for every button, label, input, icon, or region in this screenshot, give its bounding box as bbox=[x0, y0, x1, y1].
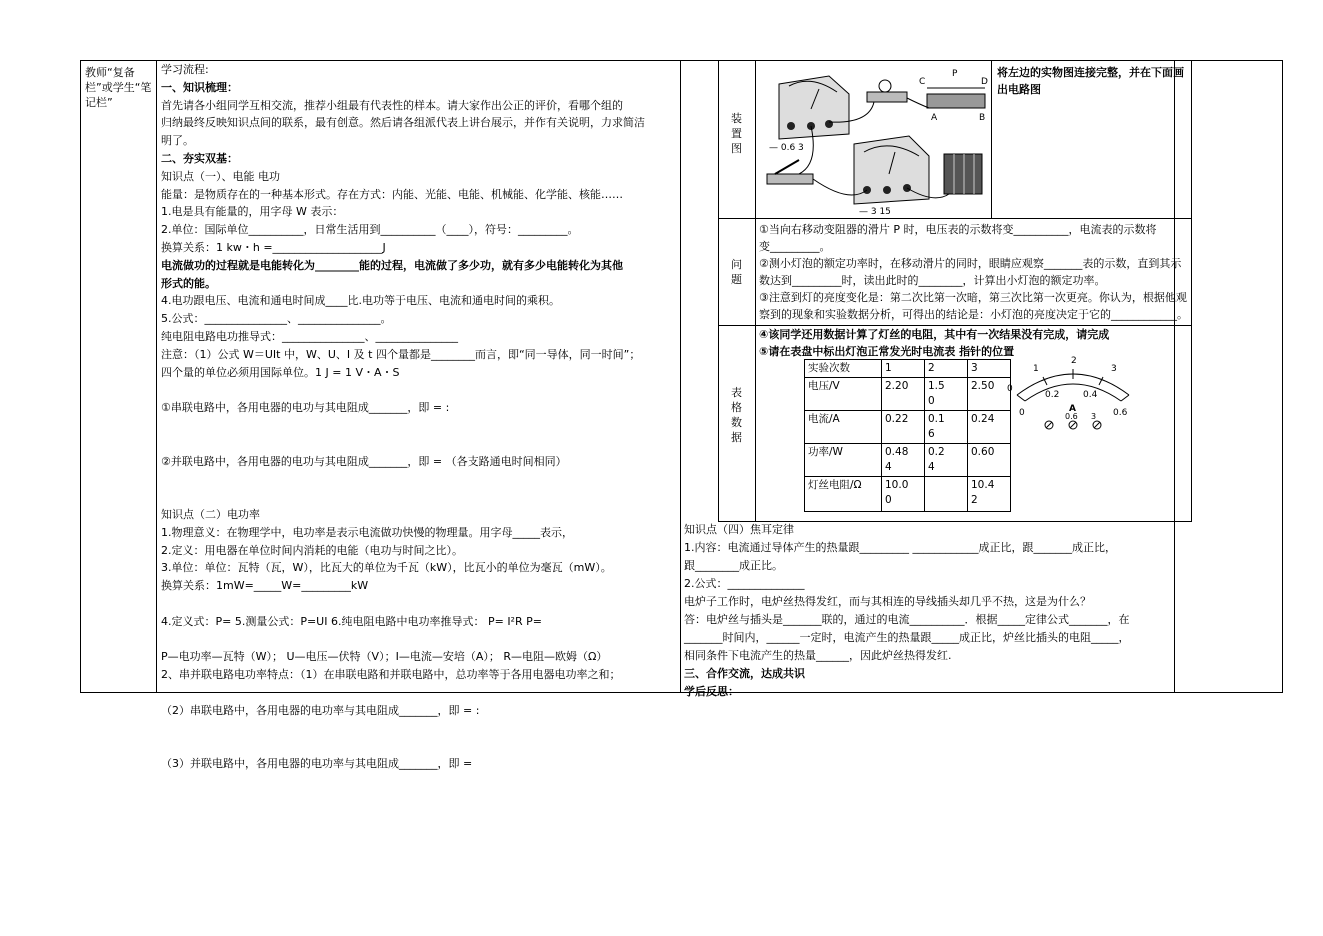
table-cell: 电压/V bbox=[805, 378, 882, 411]
dial-terminal: 0.6 bbox=[1065, 412, 1078, 421]
rheostat-label-p: P bbox=[952, 69, 958, 79]
left-line: 明了。 bbox=[161, 134, 194, 148]
table-cell: 功率/W bbox=[805, 444, 882, 477]
table-row bbox=[805, 444, 1011, 477]
rheostat-label-a: A bbox=[931, 113, 938, 123]
table-cell[interactable] bbox=[925, 477, 968, 512]
dial-label: 1 bbox=[1033, 364, 1039, 374]
table-border bbox=[1191, 61, 1192, 522]
left-line: 知识点（二）电功率 bbox=[161, 507, 260, 521]
left-line: 电流做功的过程就是电能转化为________能的过程，电流做了多少功，就有多少电能转化为其他 bbox=[161, 258, 623, 272]
question-line: ②测小灯泡的额定功率时，在移动滑片的同时，眼睛应观察_______表的示数，直到其示 bbox=[759, 257, 1182, 270]
questions-cell bbox=[759, 221, 1186, 323]
data-table bbox=[804, 359, 1011, 512]
left-line: 归纳最终反映知识点间的联系，最有创意。然后请各组派代表上讲台展示，并作有关说明，力求简洁 bbox=[161, 116, 645, 130]
circuit-apparatus-diagram bbox=[759, 64, 989, 216]
sidebar-note: 教师“复备栏”或学生“笔记栏” bbox=[85, 66, 152, 109]
question-line: 变_________。 bbox=[759, 240, 831, 253]
left-line: 四个量的单位必须用国际单位。1 J = 1 V・A・S bbox=[161, 365, 400, 379]
question-line: ①当向右移动变阻器的滑片 P 时，电压表的示数将变__________，电流表的示数将 bbox=[759, 223, 1157, 236]
dial-terminal: 3 bbox=[1091, 412, 1097, 421]
table-cell: 电流/A bbox=[805, 411, 882, 444]
left-line: 4.定义式：P= 5.测量公式：P=UI 6.纯电阻电路中电功率推导式： P= I²R P= bbox=[161, 614, 542, 628]
left-line: 1.物理意义：在物理学中，电功率是表示电流做功快慢的物理量。用字母_____表示， bbox=[161, 525, 573, 539]
joule-law-section bbox=[684, 521, 1174, 701]
table-row bbox=[805, 378, 1011, 411]
table-cell: 实验次数 bbox=[805, 360, 882, 378]
below-line: 2.公式：______________ bbox=[684, 577, 805, 590]
left-line: ②并联电路中，各用电器的电功与其电阻成_______，即 = （各支路通电时间相同） bbox=[161, 454, 567, 468]
below-line: 学后反思： bbox=[684, 685, 739, 698]
left-line: 学习流程: bbox=[161, 63, 209, 76]
dial-label: 3 bbox=[1111, 364, 1117, 374]
dial-label: 0.4 bbox=[1083, 390, 1098, 400]
left-line bbox=[161, 684, 676, 702]
table-cell: 3 bbox=[968, 360, 1011, 378]
left-line: 注意：（1）公式 W＝UIt 中，W、U、I 及 t 四个量都是________而言，即“同一导体，同一时间”； bbox=[161, 347, 641, 361]
left-line: 3.单位：单位：瓦特（瓦，W），比瓦大的单位为千瓦（kW），比瓦小的单位为毫瓦（mW）。 bbox=[161, 561, 612, 575]
below-line: _______时间内，______一定时，电流产生的热量跟_____成正比，炉丝比插头的电阻_____， bbox=[684, 631, 1130, 644]
below-line: 电炉子工作时，电炉丝热得发红，而与其相连的导线插头却几乎不热，这是为什么？ bbox=[684, 595, 1091, 608]
left-line: 1.电是具有能量的，用字母 W 表示： bbox=[161, 205, 344, 219]
left-line: 4.电功跟电压、电流和通电时间成____比.电功等于电压、电流和通电时间的乘积。 bbox=[161, 294, 560, 308]
rheostat-label-d: D bbox=[981, 77, 988, 87]
meter-terminal-label: — 3 15 bbox=[859, 207, 891, 216]
dial-label: 0 bbox=[1007, 384, 1013, 394]
below-line: 跟________成正比。 bbox=[684, 559, 783, 572]
left-line: 一、知识梳理： bbox=[161, 80, 238, 94]
table-label-divider bbox=[755, 61, 756, 522]
study-process-column bbox=[161, 61, 676, 773]
table-row bbox=[805, 360, 1011, 378]
meter-terminal-label: — 0.6 3 bbox=[769, 143, 804, 153]
table-cell: 0.1 6 bbox=[925, 411, 968, 444]
lesson-sheet bbox=[80, 60, 1283, 771]
left-line bbox=[161, 381, 676, 399]
below-line: 知识点（四）焦耳定律 bbox=[684, 523, 794, 536]
left-line: 能量：是物质存在的一种基本形式。存在方式：内能、光能、电能、机械能、化学能、核能…… bbox=[161, 187, 623, 201]
column-divider bbox=[156, 61, 157, 692]
question-line: 察到的现象和实验数据分析，可得出的结论是：小灯泡的亮度决定于它的____________。 bbox=[759, 308, 1188, 321]
below-line: 相同条件下电流产生的热量______，因此炉丝热得发红. bbox=[684, 649, 952, 662]
table-cell: 2 bbox=[925, 360, 968, 378]
experiment-table bbox=[718, 61, 1192, 522]
left-line: 2.定义：用电器在单位时间内消耗的电能（电功与时间之比）。 bbox=[161, 543, 463, 557]
left-line bbox=[161, 435, 676, 453]
dial-label: 2 bbox=[1071, 356, 1077, 366]
table-cell: 0.22 bbox=[882, 411, 925, 444]
left-line bbox=[161, 631, 676, 649]
table-cell: 0.48 4 bbox=[882, 444, 925, 477]
column-divider bbox=[680, 61, 681, 692]
left-line: （2）串联电路中，各用电器的电功率与其电阻成_______，即 = : bbox=[161, 703, 480, 717]
left-line bbox=[161, 470, 676, 488]
table-cell: 1.5 0 bbox=[925, 378, 968, 411]
dial-label: 0.2 bbox=[1045, 390, 1060, 400]
table-cell: 10.4 2 bbox=[968, 477, 1011, 512]
left-line bbox=[161, 595, 676, 613]
table-cell: 2.50 bbox=[968, 378, 1011, 411]
dial-label: 0.6 bbox=[1113, 408, 1128, 418]
left-line: 知识点（一）、电能 电功 bbox=[161, 169, 280, 183]
below-line: 三、合作交流，达成共识 bbox=[684, 667, 805, 680]
device-instruction: 将左边的实物图连接完整，并在下面画出电路图 bbox=[997, 66, 1184, 96]
table-cell: 1 bbox=[882, 360, 925, 378]
left-line bbox=[161, 488, 676, 506]
table-row bbox=[805, 477, 1011, 512]
left-line bbox=[161, 719, 676, 737]
left-line: 二、夯实双基： bbox=[161, 151, 238, 165]
table-cell: 0.2 4 bbox=[925, 444, 968, 477]
below-line: 答：电炉丝与插头是_______联的，通过的电流__________．根据_____定律公式_______，在 bbox=[684, 613, 1130, 626]
left-line bbox=[161, 737, 676, 755]
table-row bbox=[805, 411, 1011, 444]
left-line: 换算关系：1mW=_____W=_________kW bbox=[161, 579, 369, 593]
dial-label: 0 bbox=[1019, 408, 1025, 418]
left-line: 首先请各小组同学互相交流，推荐小组最有代表性的样本。请大家作出公正的评价，看哪个组的 bbox=[161, 98, 623, 112]
questions-label: 问题 bbox=[731, 258, 742, 286]
table-cell: 0.24 bbox=[968, 411, 1011, 444]
below-line: 1.内容：电流通过导体产生的热量跟_________ ____________成正比，跟_______成正比， bbox=[684, 541, 1116, 554]
device-label: 装置图 bbox=[731, 112, 742, 155]
rheostat-label-b: B bbox=[979, 113, 986, 123]
left-line: 5.公式：_______________、_______________。 bbox=[161, 312, 392, 326]
table-cell: 0.60 bbox=[968, 444, 1011, 477]
left-line: 形式的能。 bbox=[161, 276, 216, 290]
row-divider bbox=[718, 218, 1192, 219]
left-line bbox=[161, 417, 676, 435]
table-cell: 灯丝电阻/Ω bbox=[805, 477, 882, 512]
dial-unit: A bbox=[1069, 404, 1076, 414]
left-line: 换算关系：1 kw・h =____________________J bbox=[161, 240, 386, 254]
ammeter-dial bbox=[1003, 353, 1143, 433]
rheostat-label-c: C bbox=[919, 77, 926, 87]
left-line: 2.单位：国际单位__________，日常生活用到__________（____），符号：_________。 bbox=[161, 223, 579, 237]
table-instruction-5: ⑤请在表盘中标出灯泡正常发光时电流表 指针的位置 bbox=[759, 345, 1015, 358]
table-cell: 2.20 bbox=[882, 378, 925, 411]
left-line: （3）并联电路中，各用电器的电功率与其电阻成_______，即 = bbox=[161, 757, 473, 771]
device-divider bbox=[991, 61, 992, 218]
left-line: 纯电阻电路电功推导式：_______________、_______________ bbox=[161, 329, 458, 343]
table-data-label: 表格数据 bbox=[731, 386, 742, 444]
left-line: 2、串并联电路电功率特点：（1）在串联电路和并联电路中，总功率等于各用电器电功率之和； bbox=[161, 668, 621, 682]
left-line: ①串联电路中，各用电器的电功与其电阻成_______，即 = : bbox=[161, 401, 450, 415]
left-line: P—电功率—瓦特（W）； U—电压—伏特（V）；I—电流—安培（A）； R—电阻—欧姆（Ω） bbox=[161, 650, 608, 664]
table-instruction-4: ④该同学还用数据计算了灯丝的电阻，其中有一次结果没有完成，请完成 bbox=[759, 328, 1110, 341]
table-cell: 10.0 0 bbox=[882, 477, 925, 512]
question-line: 数达到_________时，读出此时的________，计算出小灯泡的额定功率。 bbox=[759, 274, 1106, 287]
question-line: ③注意到灯的亮度变化是：第二次比第一次暗，第三次比第一次更亮。你认为，根据他观 bbox=[759, 291, 1187, 304]
